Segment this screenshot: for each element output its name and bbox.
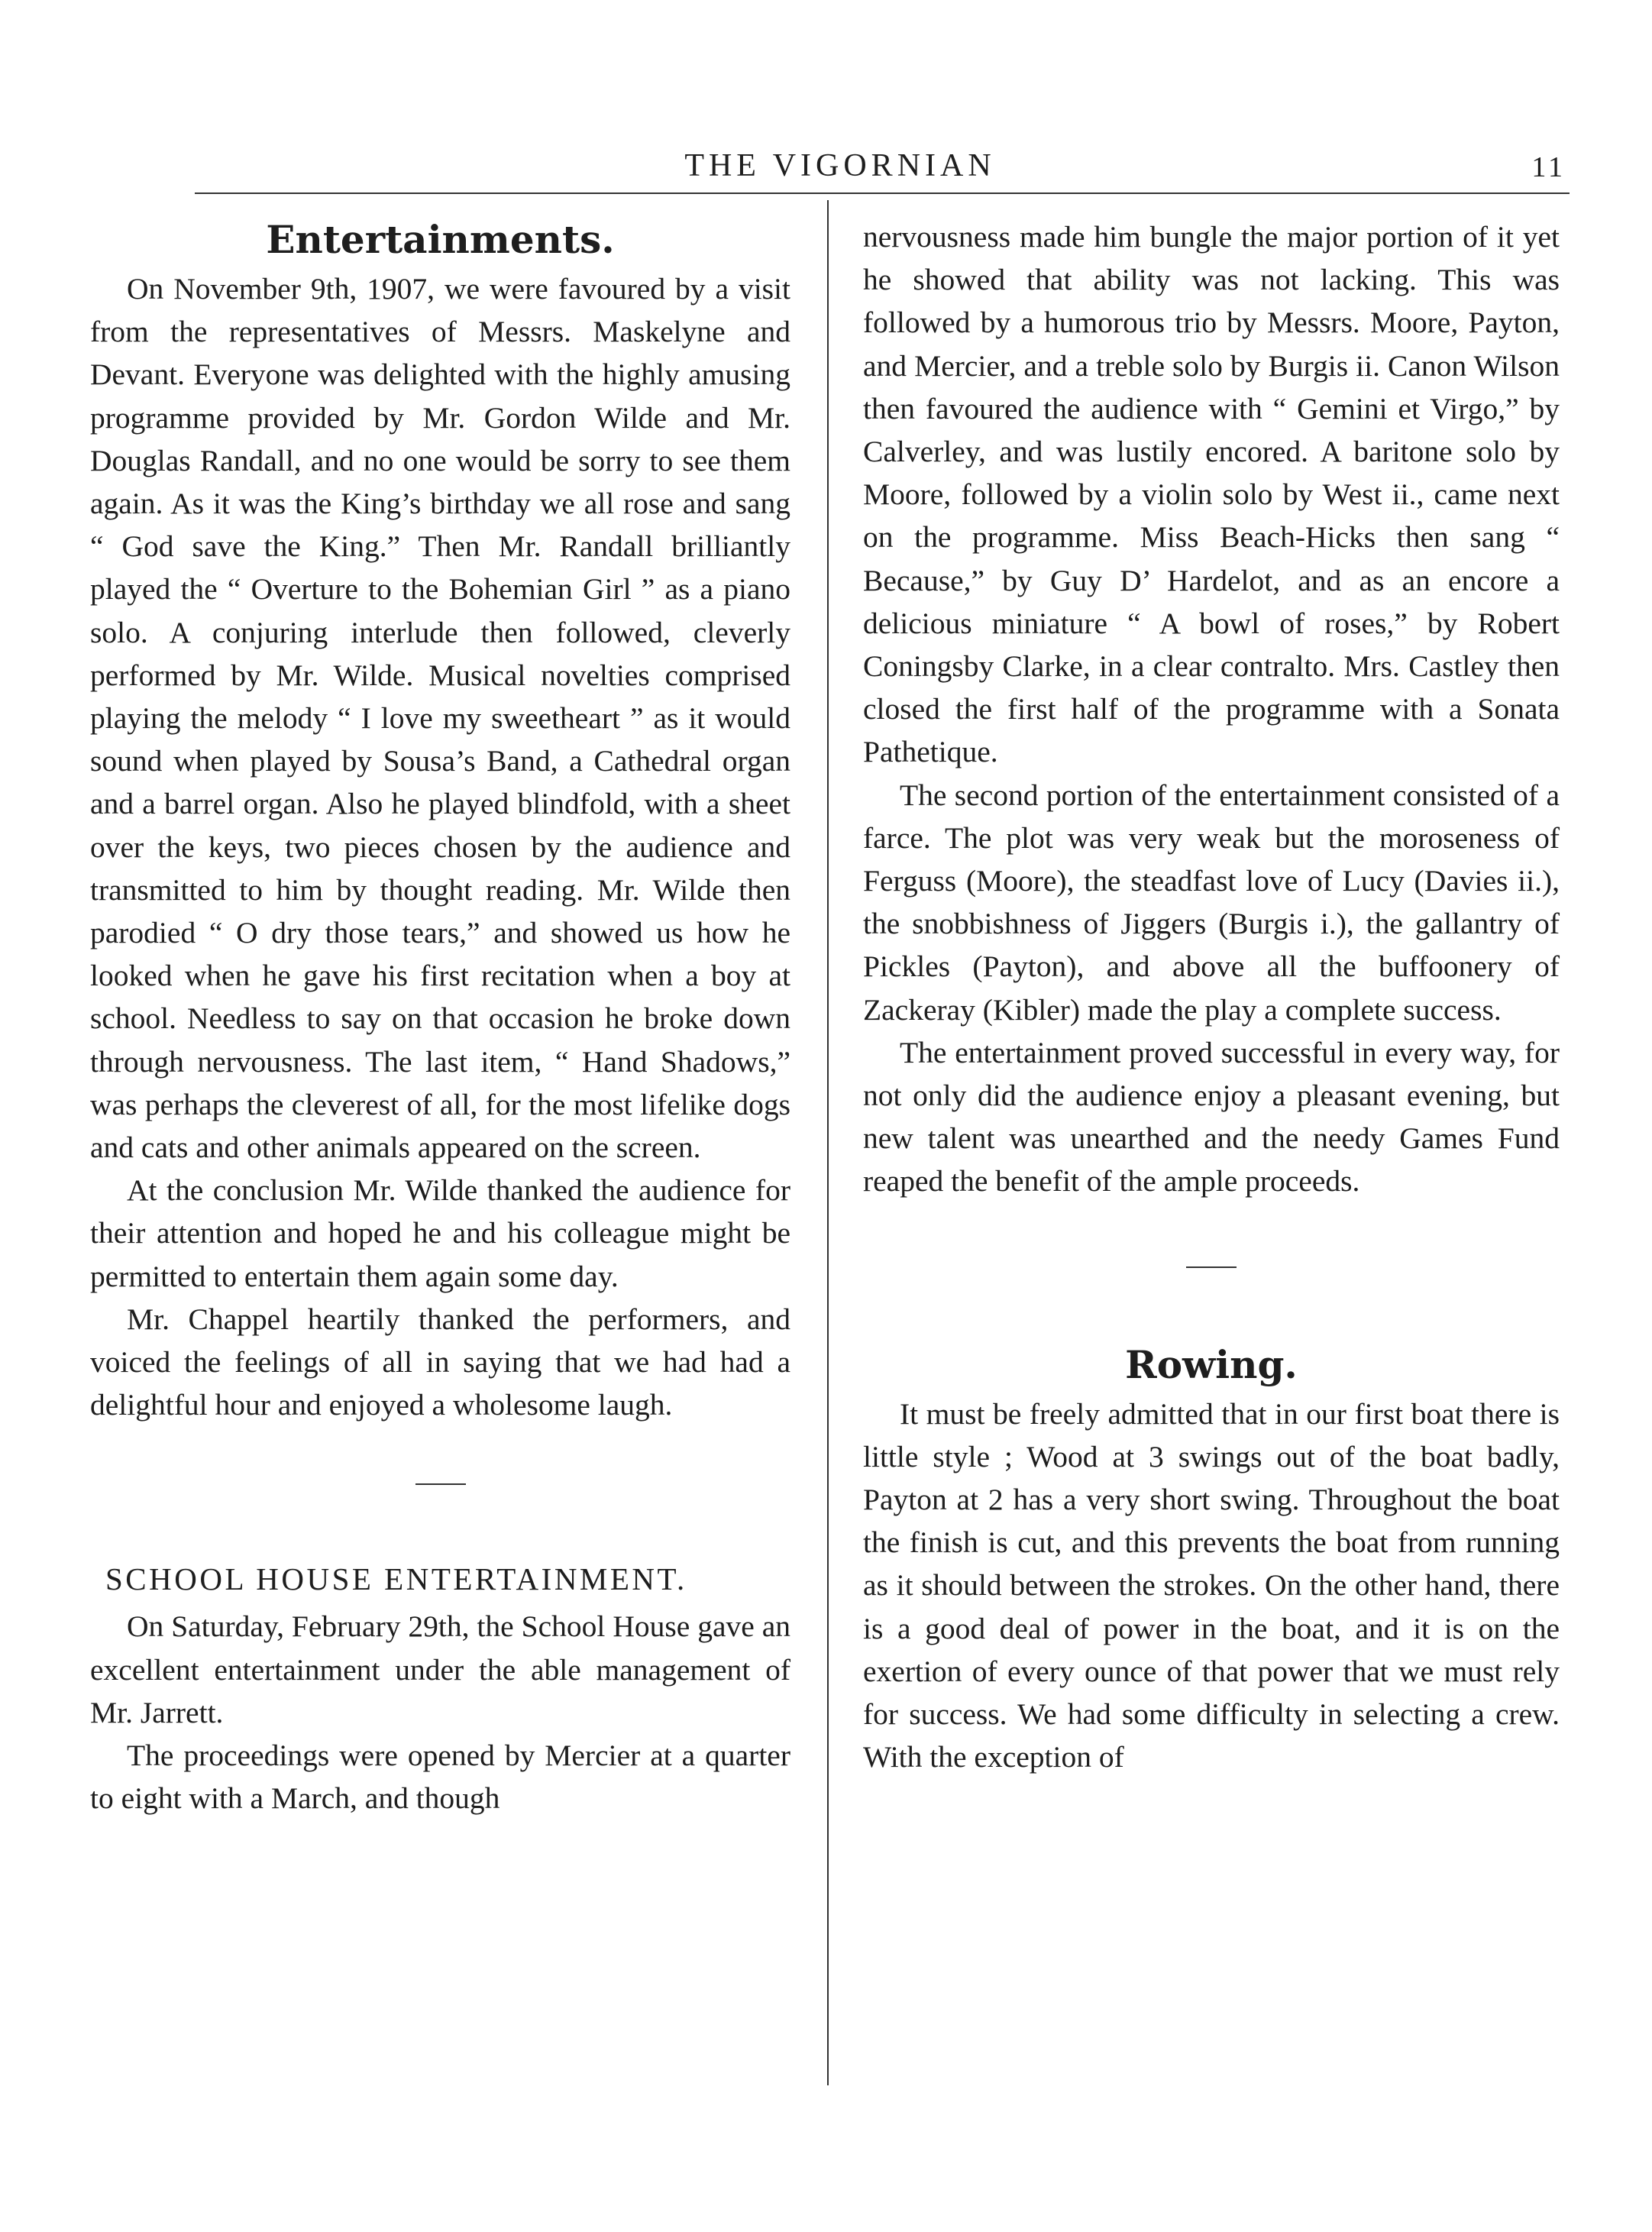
article-paragraph: On Saturday, February 29th, the School House gave an excellent entertainment under the able management of Mr. Jarrett.: [90, 1609, 790, 1729]
article-paragraph: The second portion of the entertainment consisted of a farce. The plot was very weak but the moroseness of Ferguss (Moore), the steadfast love of Lucy (Davies ii.), the snobbishness of Jiggers (Burgis i.), the gallantry of Pickles (Payton), and above all the buffoonery of Zackeray (Kibler) made the play a complete success.: [863, 778, 1560, 1027]
article-paragraph: The proceedings were opened by Mercier at a quarter to eight with a March, and though: [90, 1739, 790, 1816]
header-rule: [195, 192, 1570, 194]
entertainments-heading: Entertainments.: [266, 217, 615, 262]
page-header: [0, 0, 1652, 199]
section-divider: [863, 1203, 1560, 1341]
school-house-heading: SCHOOL HOUSE ENTERTAINMENT.: [105, 1561, 687, 1597]
school-house-article-continued: [863, 215, 1560, 1203]
column-rule: [827, 200, 829, 2085]
article-paragraph: The entertainment proved successful in every way, for not only did the audience enjoy a pleasant evening, but new talent was unearthed and the needy Games Fund reaped the benefit of the ample proceeds.: [863, 1035, 1560, 1198]
article-paragraph: It must be freely admitted that in our first boat there is little style ; Wood at 3 swings out of the boat badly, Payton at 2 has a very short swing. Throughout the boat the finish is cut, and this prevents the boat from running as it should between the strokes. On the other hand, there is a good deal of power in the boat, and it is on the exertion of every ounce of that power that we must rely for success. We had some difficulty in selecting a crew. With the exception of: [863, 1396, 1560, 1774]
article-paragraph: nervousness made him bungle the major portion of it yet he showed that ability was not lacking. This was followed by a humorous trio by Messrs. Moore, Payton, and Mercier, and a treble solo by Burgis ii. Canon Wilson then favoured the audience with “ Gemini et Virgo,” by Calverley, and was lustily encored. A baritone solo by Moore, followed by a violin solo by West ii., came next on the programme. Miss Beach-Hicks then sang “ Because,” by Guy D’ Hardelot, and as an encore a delicious miniature “ A bowl of roses,” by Robert Coningsby Clarke, in a clear contralto. Mrs. Castley then closed the first half of the programme with a Sonata Pathetique.: [863, 220, 1560, 769]
running-title: THE VIGORNIAN: [684, 148, 996, 183]
school-house-article: [90, 1558, 790, 1820]
article-paragraph: At the conclusion Mr. Wilde thanked the audience for their attention and hoped he and his colleague might be permitted to entertain them again some day.: [90, 1173, 790, 1293]
right-column: [863, 215, 1560, 1779]
article-paragraph: On November 9th, 1907, we were favoured by a visit from the representatives of Messrs. Maskelyne and Devant. Everyone was delighted with the highly amusing programme provided by Mr. Gordon Wilde and Mr. Douglas Randall, and no one would be sorry to see them again. As it was the King’s birthday we all rose and sang “ God save the King.” Then Mr. Randall brilliantly played the “ Overture to the Bohemian Girl ” as a piano solo. A conjuring interlude then followed, cleverly performed by Mr. Wilde. Musical novelties comprised playing the melody “ I love my sweetheart ” as it would sound when played by Sousa’s Band, a Cathedral organ and a barrel organ. Also he played blindfold, with a sheet over the keys, two pieces chosen by the audience and transmitted to him by thought reading. Mr. Wilde then parodied “ O dry those tears,” and showed us how he looked when he gave his first recitation when a boy at school. Needless to say on that occasion he broke down through nervousness. The last item, “ Hand Shadows,” was perhaps the cleverest of all, for the most lifelike dogs and cats and other animals appeared on the screen.: [90, 272, 790, 1165]
section-divider: [90, 1426, 790, 1558]
rowing-article: [863, 1341, 1560, 1779]
entertainments-article: [90, 215, 790, 1426]
page-number: 11: [1531, 151, 1566, 183]
article-paragraph: Mr. Chappel heartily thanked the performers, and voiced the feelings of all in saying that we had had a delightful hour and enjoyed a wholesome laugh.: [90, 1302, 790, 1422]
left-column: [90, 215, 790, 1820]
rowing-heading: Rowing.: [1125, 1341, 1298, 1387]
